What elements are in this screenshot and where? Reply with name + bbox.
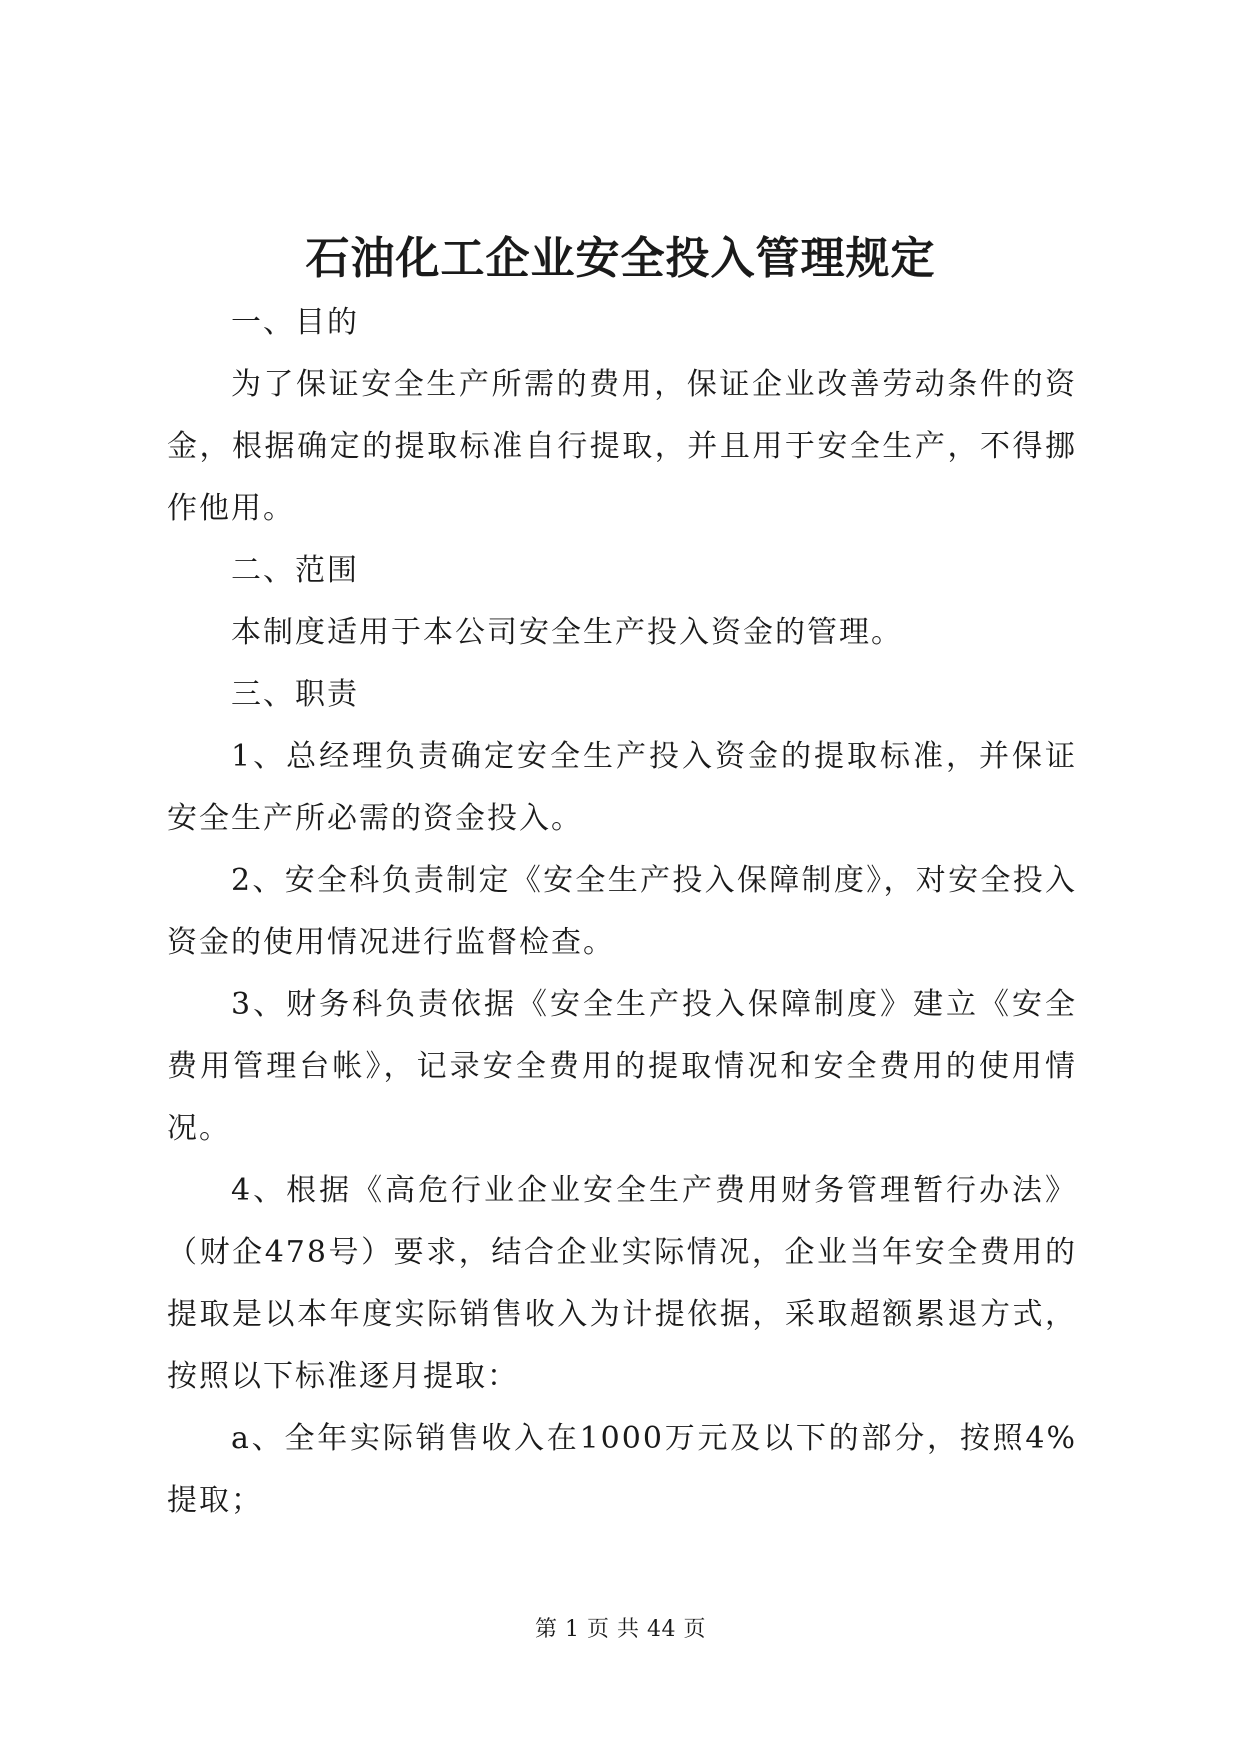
document-title: 石油化工企业安全投入管理规定 (305, 233, 936, 284)
section-heading-scope: 二、范围 (231, 553, 359, 588)
paragraph-duty-1: 1、总经理负责确定安全生产投入资金的提取标准，并保证安全生产所必需的资金投入。 (167, 739, 1077, 836)
section-heading-duties: 三、职责 (231, 677, 359, 712)
paragraph-purpose: 为了保证安全生产所需的费用，保证企业改善劳动条件的资金，根据确定的提取标准自行提取，并且用于安全生产，不得挪作他用。 (167, 367, 1077, 526)
paragraph-scope: 本制度适用于本公司安全生产投入资金的管理。 (231, 615, 903, 650)
paragraph-duty-4: 4、根据《高危行业企业安全生产费用财务管理暂行办法》（财企478号）要求，结合企业实际情况，企业当年安全费用的提取是以本年度实际销售收入为计提依据，采取超额累退方式，按照以下标准逐月提取： (167, 1173, 1077, 1394)
document-body (167, 292, 1077, 1532)
page-footer: 第 1 页 共 44 页 (535, 1617, 706, 1642)
paragraph-duty-2: 2、安全科负责制定《安全生产投入保障制度》，对安全投入资金的使用情况进行监督检查。 (167, 863, 1077, 960)
paragraph-duty-3: 3、财务科负责依据《安全生产投入保障制度》建立《安全费用管理台帐》，记录安全费用的提取情况和安全费用的使用情况。 (167, 987, 1077, 1146)
section-heading-purpose: 一、目的 (231, 305, 359, 340)
paragraph-item-a: a、全年实际销售收入在1000万元及以下的部分，按照4%提取； (167, 1421, 1077, 1518)
